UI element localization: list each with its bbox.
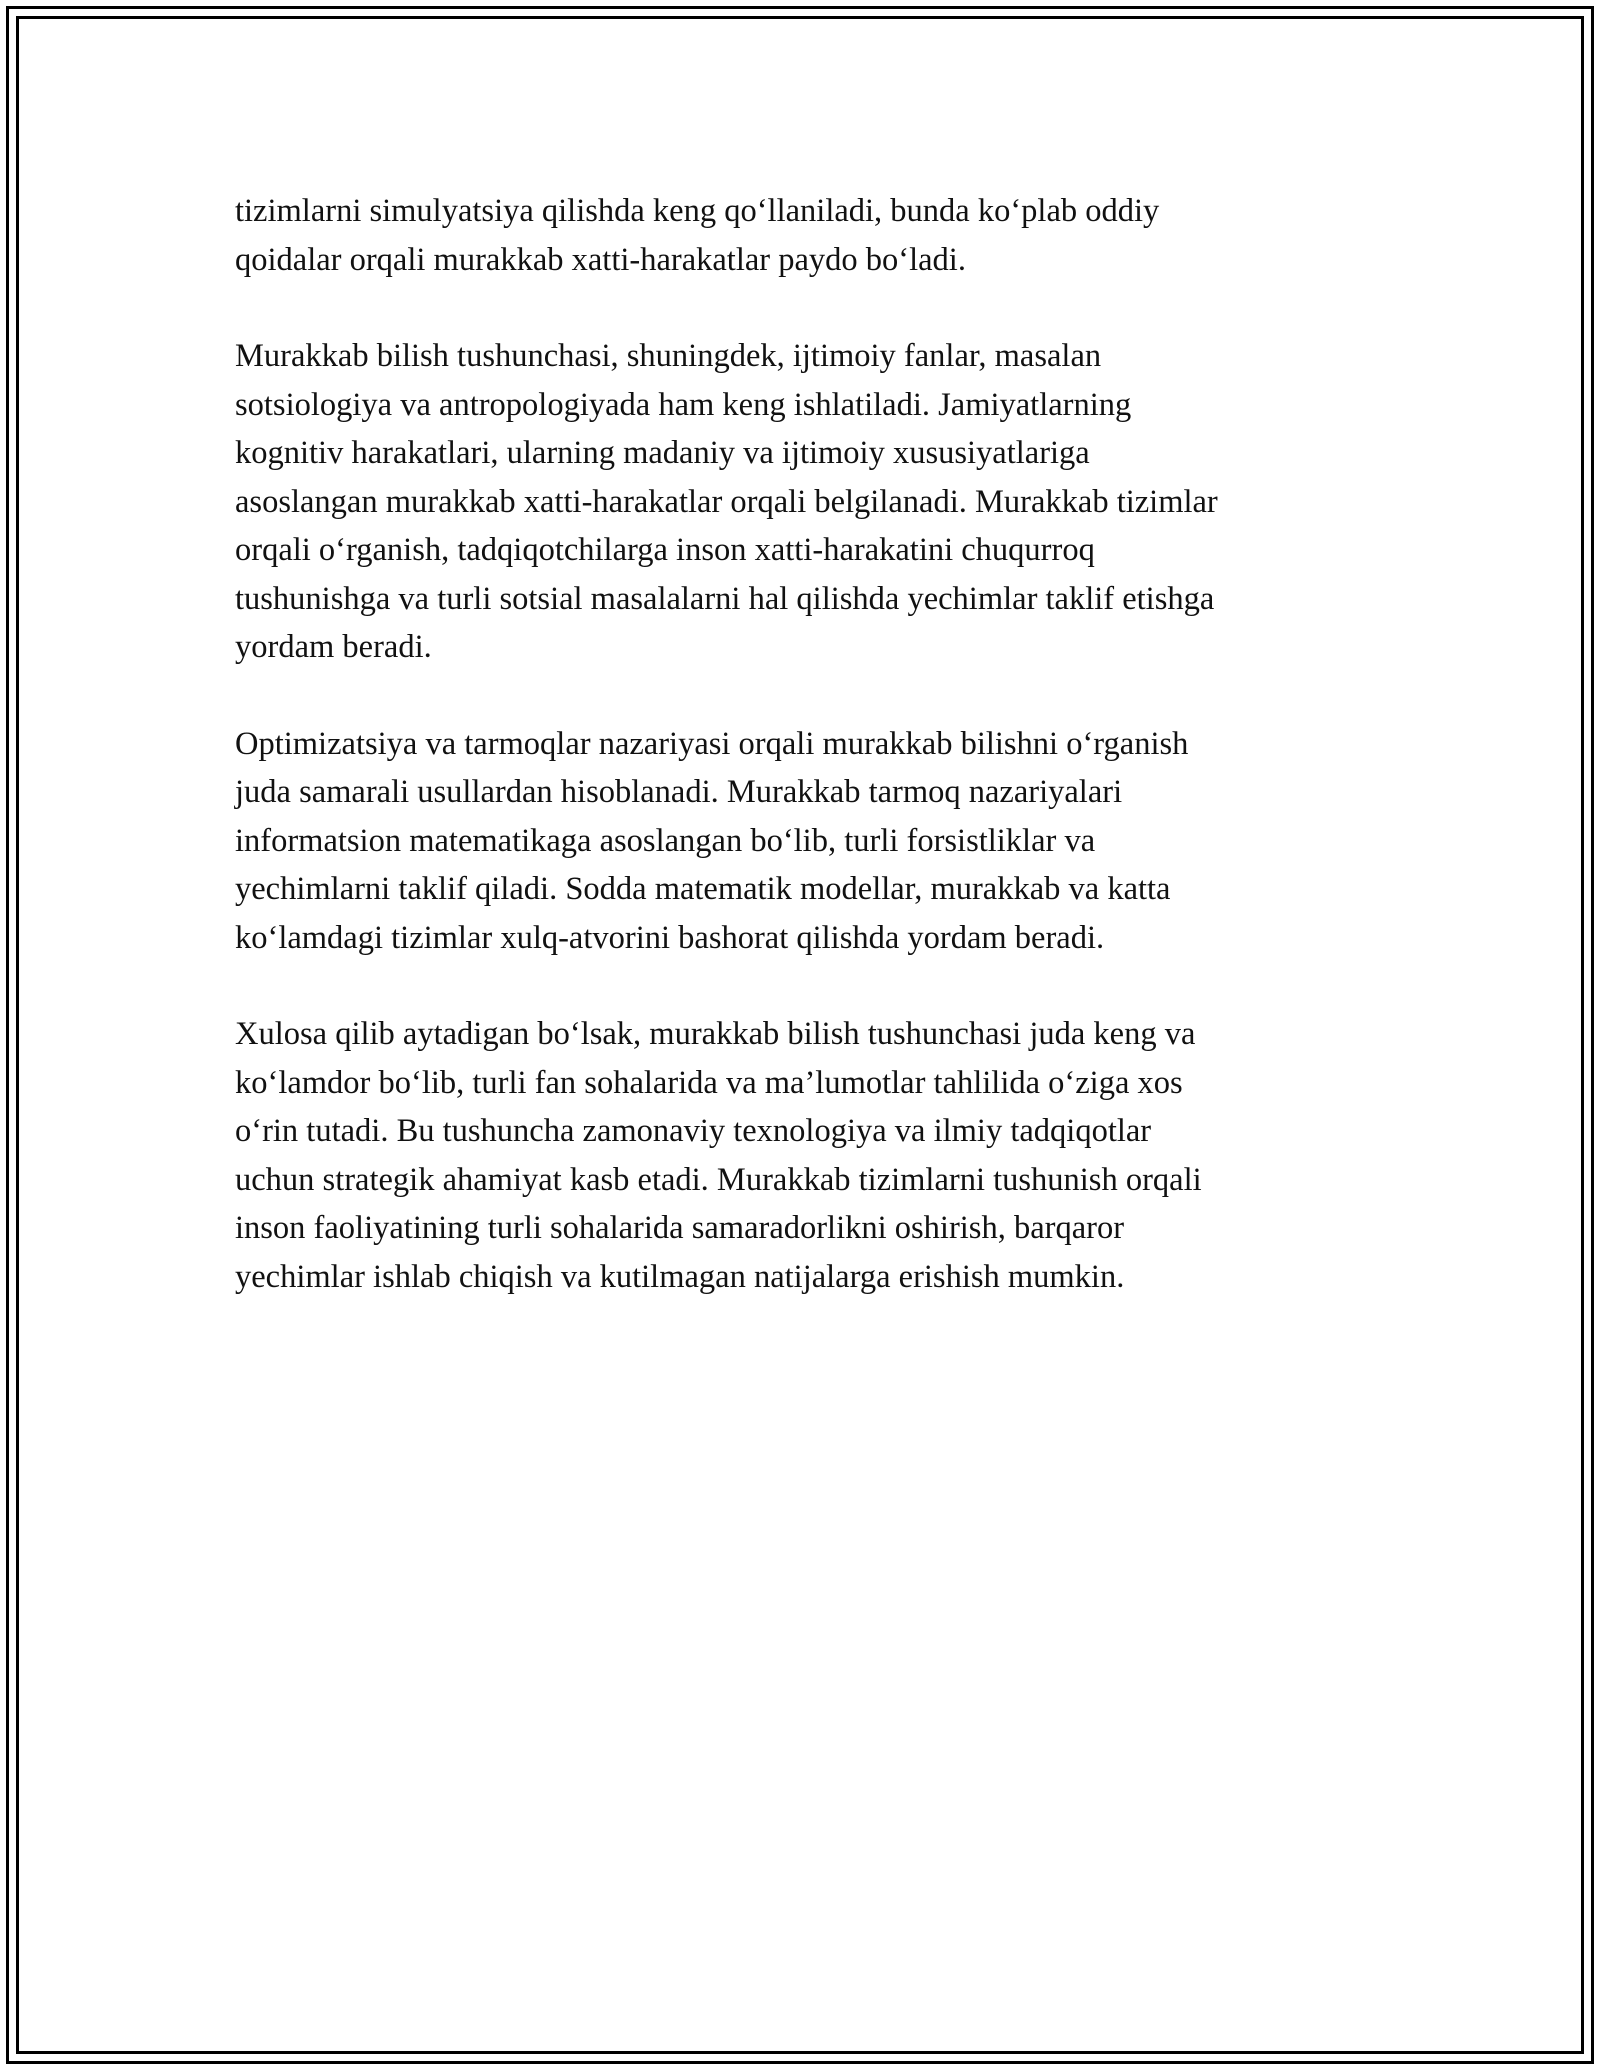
text-line: qoidalar orqali murakkab xatti-harakatlar paydo bo‘ladi.	[235, 241, 966, 278]
text-line: tushunishga va turli sotsial masalalarni hal qilishda yechimlar taklif etishga	[235, 580, 1215, 617]
text-line: juda samarali usullardan hisoblanadi. Murakkab tarmoq nazariyalari	[235, 774, 1123, 810]
text-line: yechimlar ishlab chiqish va kutilmagan natijalarga erishish mumkin.	[235, 1258, 1125, 1295]
text-line: asoslangan murakkab xatti-harakatlar orqali belgilanadi. Murakkab tizimlar	[235, 483, 1218, 520]
text-line: tizimlarni simulyatsiya qilishda keng qo‘llaniladi, bunda ko‘plab oddiy	[235, 193, 1160, 229]
document-body	[235, 187, 1365, 1349]
text-line: sotsiologiya va antropologiyada ham keng ishlatiladi. Jamiyatlarning	[235, 386, 1132, 423]
text-line: informatsion matematikaga asoslangan bo‘lib, turli forsistliklar va	[235, 822, 1096, 859]
text-line: ko‘lamdor bo‘lib, turli fan sohalarida va ma’lumotlar tahlilida o‘ziga xos	[235, 1064, 1183, 1101]
text-line: yechimlarni taklif qiladi. Sodda matematik modellar, murakkab va katta	[235, 871, 1171, 907]
text-line: Xulosa qilib aytadigan bo‘lsak, murakkab bilish tushunchasi juda keng va	[235, 1016, 1196, 1052]
text-line: ko‘lamdagi tizimlar xulq-atvorini bashorat qilishda yordam beradi.	[235, 919, 1105, 956]
text-line: Optimizatsiya va tarmoqlar nazariyasi orqali murakkab bilishni o‘rganish	[235, 725, 1189, 762]
paragraph-1	[235, 187, 1365, 284]
text-line: inson faoliyatining turli sohalarida samaradorlikni oshirish, barqaror	[235, 1210, 1125, 1246]
text-line: kognitiv harakatlari, ularning madaniy va ijtimoiy xususiyatlariga	[235, 435, 1090, 471]
paragraph-2	[235, 332, 1365, 672]
paragraph-4	[235, 1010, 1365, 1301]
text-line: orqali o‘rganish, tadqiqotchilarga inson xatti-harakatini chuqurroq	[235, 532, 1095, 568]
text-line: yordam beradi.	[235, 629, 432, 665]
text-line: uchun strategik ahamiyat kasb etadi. Murakkab tizimlarni tushunish orqali	[235, 1161, 1202, 1198]
paragraph-3	[235, 720, 1365, 963]
text-line: o‘rin tutadi. Bu tushuncha zamonaviy texnologiya va ilmiy tadqiqotlar	[235, 1113, 1152, 1149]
text-line: Murakkab bilish tushunchasi, shuningdek, ijtimoiy fanlar, masalan	[235, 338, 1102, 374]
